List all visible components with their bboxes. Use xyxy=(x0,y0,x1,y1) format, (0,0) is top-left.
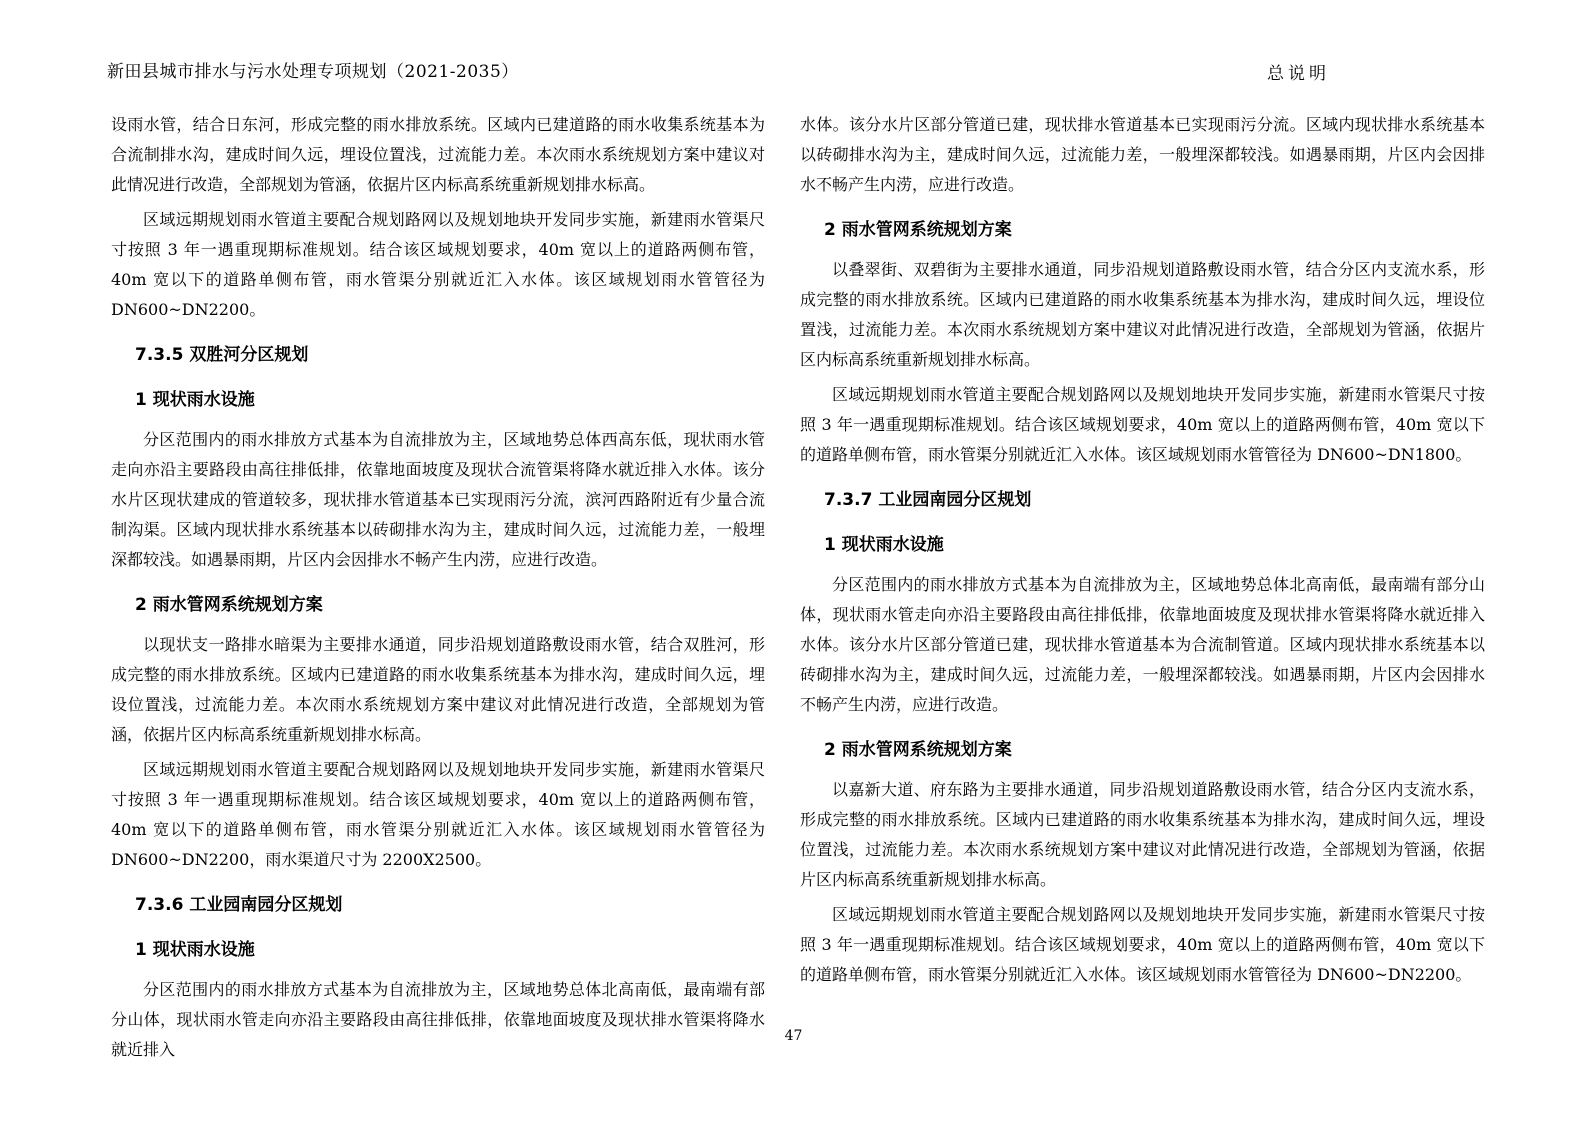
page-header-title: 新田县城市排水与污水处理专项规划（2021-2035） xyxy=(107,62,519,82)
subsection-heading-rainwater-network-plan: 2 雨水管网系统规划方案 xyxy=(824,220,1012,240)
subsection-heading-rainwater-network-plan: 2 雨水管网系统规划方案 xyxy=(824,740,1012,760)
paragraph: 分区范围内的雨水排放方式基本为自流排放为主，区域地势总体西高东低，现状雨水管走向亦沿主要路段由高往排低排，依靠地面坡度及现状合流管渠将降水就近排入水体。该分水片区现状建成的管道较多，现状排水管道基本已实现雨污分流，滨河西路附近有少量合流制沟渠。区域内现状排水系统基本以砖砌排水沟为主，建成时间久远，过流能力差，一般埋深都较浅。如遇暴雨期，片区内会因排水不畅产生内涝，应进行改造。 xyxy=(111,430,765,569)
paragraph: 区域远期规划雨水管道主要配合规划路网以及规划地块开发同步实施，新建雨水管渠尺寸按照 3 年一遇重现期标准规划。结合该区域规划要求，40m 宽以上的道路两侧布管，40m 宽以下的道路单侧布管，雨水管渠分别就近汇入水体。该区域规划雨水管管径为 DN600~DN2200。 xyxy=(800,905,1485,984)
paragraph: 以嘉新大道、府东路为主要排水通道，同步沿规划道路敷设雨水管，结合分区内支流水系，形成完整的雨水排放系统。区域内已建道路的雨水收集系统基本为排水沟，建成时间久远，埋设位置浅，过流能力差。本次雨水系统规划方案中建议对此情况进行改造，全部规划为管涵，依据片区内标高系统重新规划排水标高。 xyxy=(800,780,1485,889)
subsection-heading-current-rainwater-facilities: 1 现状雨水设施 xyxy=(135,390,255,410)
paragraph: 以现状支一路排水暗渠为主要排水通道，同步沿规划道路敷设雨水管，结合双胜河，形成完整的雨水排放系统。区域内已建道路的雨水收集系统基本为排水沟，建成时间久远，埋设位置浅，过流能力差。本次雨水系统规划方案中建议对此情况进行改造，全部规划为管涵，依据片区内标高系统重新规划排水标高。 xyxy=(111,635,765,744)
section-heading-7-3-6: 7.3.6 工业园南园分区规划 xyxy=(135,895,343,915)
right-column xyxy=(800,110,1485,990)
paragraph: 区域远期规划雨水管道主要配合规划路网以及规划地块开发同步实施，新建雨水管渠尺寸按照 3 年一遇重现期标准规划。结合该区域规划要求，40m 宽以上的道路两侧布管，40m 宽以下的道路单侧布管，雨水管渠分别就近汇入水体。该区域规划雨水管管径为 DN600~DN2200，雨水渠道尺寸为 2200X2500。 xyxy=(111,760,765,869)
paragraph: 区域远期规划雨水管道主要配合规划路网以及规划地块开发同步实施，新建雨水管渠尺寸按照 3 年一遇重现期标准规划。结合该区域规划要求，40m 宽以上的道路两侧布管，40m 宽以下的道路单侧布管，雨水管渠分别就近汇入水体。该区域规划雨水管管径为 DN600~DN1800。 xyxy=(800,385,1485,464)
paragraph: 水体。该分水片区部分管道已建，现状排水管道基本已实现雨污分流。区域内现状排水系统基本以砖砌排水沟为主，建成时间久远，过流能力差，一般埋深都较浅。如遇暴雨期，片区内会因排水不畅产生内涝，应进行改造。 xyxy=(800,115,1485,194)
page-number: 47 xyxy=(784,1028,803,1044)
left-column xyxy=(111,110,765,1065)
subsection-heading-current-rainwater-facilities: 1 现状雨水设施 xyxy=(135,940,255,960)
two-column-body xyxy=(111,110,1485,1065)
paragraph: 分区范围内的雨水排放方式基本为自流排放为主，区域地势总体北高南低，最南端有部分山体，现状雨水管走向亦沿主要路段由高往排低排，依靠地面坡度及现状排水管渠将降水就近排入水体。该分水片区部分管道已建，现状排水管道基本为合流制管道。区域内现状排水系统基本以砖砌排水沟为主，建成时间久远，过流能力差，一般埋深都较浅。如遇暴雨期，片区内会因排水不畅产生内涝，应进行改造。 xyxy=(800,575,1485,714)
subsection-heading-current-rainwater-facilities: 1 现状雨水设施 xyxy=(824,535,944,555)
subsection-heading-rainwater-network-plan: 2 雨水管网系统规划方案 xyxy=(135,595,323,615)
paragraph: 设雨水管，结合日东河，形成完整的雨水排放系统。区域内已建道路的雨水收集系统基本为合流制排水沟，建成时间久远，埋设位置浅，过流能力差。本次雨水系统规划方案中建议对此情况进行改造，全部规划为管涵，依据片区内标高系统重新规划排水标高。 xyxy=(111,115,765,194)
page-header-section-label: 总说明 xyxy=(1267,64,1330,84)
paragraph: 分区范围内的雨水排放方式基本为自流排放为主，区域地势总体北高南低，最南端有部分山体，现状雨水管走向亦沿主要路段由高往排低排，依靠地面坡度及现状排水管渠将降水就近排入 xyxy=(111,980,765,1059)
paragraph: 以叠翠街、双碧街为主要排水通道，同步沿规划道路敷设雨水管，结合分区内支流水系，形成完整的雨水排放系统。区域内已建道路的雨水收集系统基本为排水沟，建成时间久远，埋设位置浅，过流能力差。本次雨水系统规划方案中建议对此情况进行改造，全部规划为管涵，依据片区内标高系统重新规划排水标高。 xyxy=(800,260,1485,369)
section-heading-7-3-7: 7.3.7 工业园南园分区规划 xyxy=(824,490,1032,510)
section-heading-7-3-5: 7.3.5 双胜河分区规划 xyxy=(135,345,309,365)
paragraph: 区域远期规划雨水管道主要配合规划路网以及规划地块开发同步实施，新建雨水管渠尺寸按照 3 年一遇重现期标准规划。结合该区域规划要求，40m 宽以上的道路两侧布管，40m 宽以下的道路单侧布管，雨水管渠分别就近汇入水体。该区域规划雨水管管径为 DN600~DN2200。 xyxy=(111,210,765,319)
